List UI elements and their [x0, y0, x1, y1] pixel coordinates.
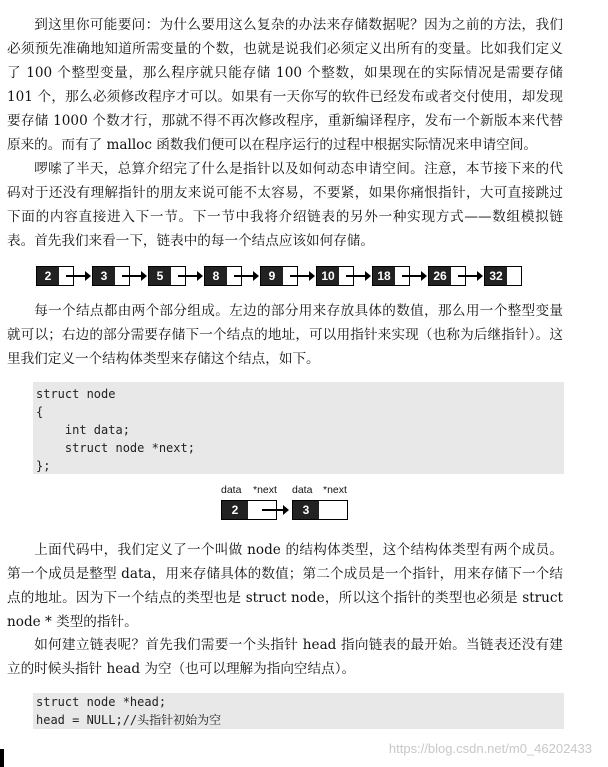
- diagram-label: data: [221, 484, 242, 496]
- arrow-icon: [262, 509, 284, 511]
- paragraph-5: 上面代码中，我们定义了一个叫做 node 的结构体类型，这个结构体类型有两个成员。第一个成员是整型 data，用来存储具体的数值；第二个成员是一个指针，用来存储下一个结点的地址。因为下一个结点的类型也是 struct node，所以这个指针的类型也必须是 struct node * 类型的指针。: [7, 542, 563, 630]
- arrow-icon: [402, 275, 422, 277]
- node-value: 32: [485, 267, 507, 285]
- code-block-head: struct node *head; head = NULL;//头指针初始为空: [33, 693, 564, 729]
- node-value: 8: [205, 267, 227, 285]
- node-value: 2: [37, 267, 59, 285]
- diagram-label: *next: [323, 484, 347, 496]
- diagram-node: [292, 500, 348, 520]
- node-value: 10: [317, 267, 339, 285]
- node-value: 9: [261, 267, 283, 285]
- arrow-icon: [234, 275, 254, 277]
- diagram-label: data: [292, 484, 313, 496]
- paragraph-1: 到这里你可能要问：为什么要用这么复杂的办法来存储数据呢？因为之前的方法，我们必须预先准确地知道所需变量的个数，也就是说我们必须定义出所有的变量。比如我们定义了 100 个整型变量，那么程序就只能存储 100 个整数，如果现在的实际情况是需要存储 101 个，那么必须修改程序才可以。如果有一天你写的软件已经发布或者交付使用，却发现要存储 1000 个数才行，那就不得不再次修改程序，重新编译程序，发布一个新版本来代替原来的。而有了 malloc 函数我们便可以在程序运行的过程中根据实际情况来申请空间。: [7, 17, 563, 153]
- watermark: https://blog.csdn.net/m0_46202433: [388, 741, 592, 756]
- paragraph-4: 每一个结点都由两个部分组成。左边的部分用来存放具体的数值，那么用一个整型变量就可以；右边的部分需要存储下一个结点的地址，可以用指针来实现（也称为后继指针）。这里我们定义一个结构体类型来存储这个结点，如下。: [7, 303, 563, 367]
- node-value: 5: [149, 267, 171, 285]
- node-value: 26: [429, 267, 451, 285]
- diagram-label: *next: [253, 484, 277, 496]
- code-block-struct: struct node { int data; struct node *next; };: [33, 382, 564, 474]
- arrow-icon: [290, 275, 310, 277]
- arrow-icon: [122, 275, 142, 277]
- node-structure-diagram: [220, 484, 352, 526]
- node-value: 2: [222, 501, 248, 519]
- left-margin-bar: [0, 749, 4, 767]
- node-value: 3: [93, 267, 115, 285]
- node-value: 18: [373, 267, 395, 285]
- arrow-icon: [66, 275, 86, 277]
- arrow-icon: [458, 275, 478, 277]
- node-pointer: [319, 501, 347, 519]
- paragraph-3: 首先我们来看一下，链表中的每一个结点应该如何存储。: [34, 233, 375, 249]
- paragraph-6: 如何建立链表呢？首先我们需要一个头指针 head 指向链表的最开始。当链表还没有建立的时候头指针 head 为空（也可以理解为指向空结点）。: [7, 637, 563, 677]
- paragraph-2: 啰嗦了半天，总算介绍完了什么是指针以及如何动态申请空间。注意，本节接下来的代码对于还没有理解指针的朋友来说可能不太容易，不要紧，如果你痛恨指针，大可直接跳过下面的内容直接进入下一节。下一节中我将介绍链表的另外一种实现方式——数组模拟链表。: [7, 161, 563, 249]
- node-value: 3: [293, 501, 319, 519]
- arrow-icon: [346, 275, 366, 277]
- linked-list-diagram: [36, 266, 534, 286]
- arrow-icon: [178, 275, 198, 277]
- list-node: [484, 266, 522, 286]
